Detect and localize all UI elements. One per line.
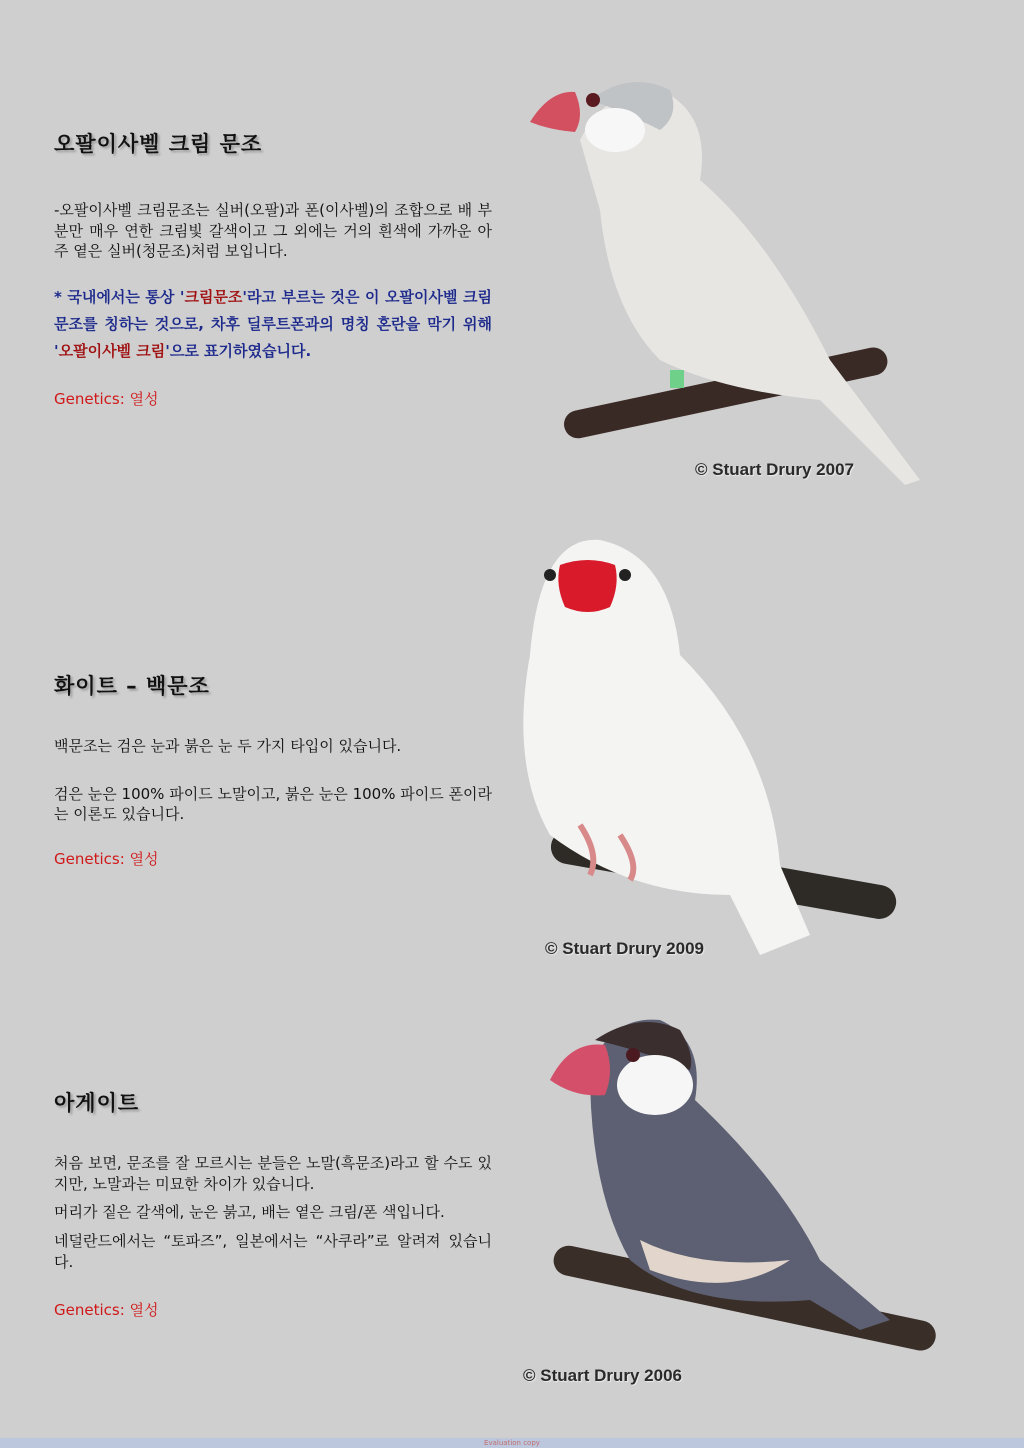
bird-photo-agate — [530, 1010, 940, 1390]
genetics-label: Genetics: 열성 — [54, 390, 159, 409]
bird-photo-white — [510, 535, 930, 955]
genetics-label: Genetics: 열성 — [54, 850, 159, 869]
description: -오팔이사벨 크림문조는 실버(오팔)과 폰(이사벨)의 조합으로 배 부분만 매우 연한 크림빛 갈색이고 그 외에는 거의 흰색에 가까운 아주 옅은 실버(청문조)처럼 보입니다. — [54, 201, 492, 261]
section-title: 오팔이사벨 크림 문조 — [54, 132, 263, 156]
section-agate — [54, 1087, 492, 1321]
section-opal-isabel-cream — [54, 128, 492, 410]
photo-credit: © Stuart Drury 2006 — [523, 1366, 682, 1385]
section-title: 화이트 – 백문조 — [54, 674, 210, 698]
genetics-label: Genetics: 열성 — [54, 1301, 159, 1320]
description-2: 머리가 짙은 갈색에, 눈은 붉고, 배는 옅은 크림/폰 색입니다. — [54, 1203, 445, 1222]
bird-photo-opal-isabel — [520, 60, 940, 500]
description: 처음 보면, 문조를 잘 모르시는 분들은 노말(흑문조)라고 할 수도 있지만, 노말과는 미묘한 차이가 있습니다. — [54, 1154, 492, 1193]
photo-credit: © Stuart Drury 2007 — [695, 460, 854, 479]
section-white — [54, 670, 492, 870]
description-3: 네덜란드에서는 “토파즈”, 일본에서는 “사쿠라”로 알려져 있습니다. — [54, 1232, 492, 1271]
section-title: 아게이트 — [54, 1091, 140, 1115]
description: 백문조는 검은 눈과 붉은 눈 두 가지 타입이 있습니다. — [54, 737, 402, 755]
footer-watermark: Evaluation copy — [484, 1439, 540, 1447]
note: * 국내에서는 통상 '크림문조'라고 부르는 것은 이 오팔이사벨 크림문조를 칭하는 것으로, 차후 딜루트폰과의 명칭 혼란을 막기 위해 '오팔이사벨 크림'으로 표기하였습니다. — [54, 288, 492, 361]
description-2: 검은 눈은 100% 파이드 노말이고, 붉은 눈은 100% 파이드 폰이라는 이론도 있습니다. — [54, 784, 492, 824]
photo-credit: © Stuart Drury 2009 — [545, 939, 704, 958]
